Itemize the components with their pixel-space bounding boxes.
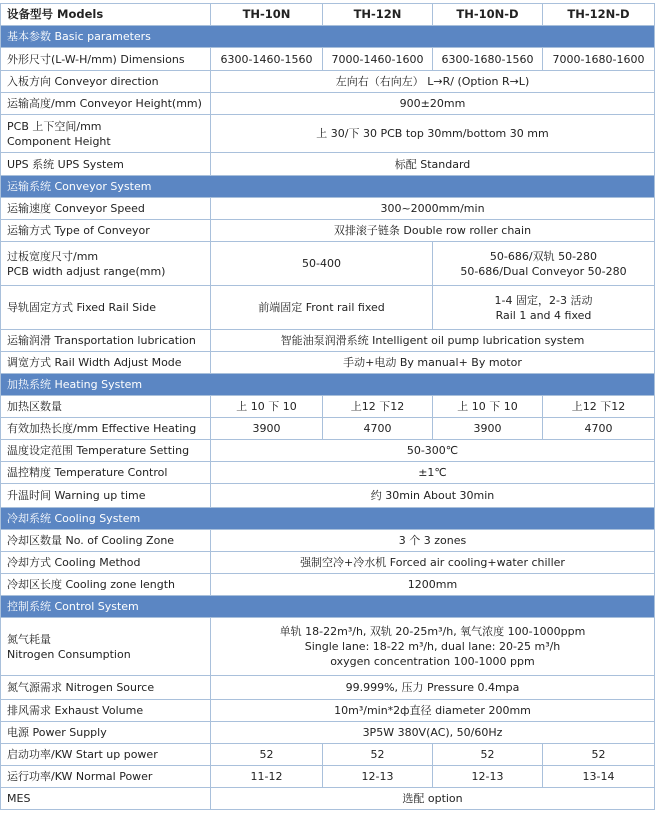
row-label: 运行功率/KW Normal Power (1, 766, 211, 788)
row-label: 外形尺寸(L-W-H/mm) Dimensions (1, 48, 211, 71)
row-value: 10m³/min*2ф直径 diameter 200mm (211, 700, 655, 722)
table-row (1, 530, 655, 552)
row-value: 标配 Standard (211, 153, 655, 176)
models-label: 设备型号 Models (1, 4, 211, 26)
table-row (1, 286, 655, 330)
row-value: 单轨 18-22m³/h, 双轨 20-25m³/h, 氧气浓度 100-1000ppm Single lane: 18-22 m³/h, dual lane: 20-25 m³/h oxygen concentration 100-1000 ppm (211, 618, 655, 676)
row-value: 300~2000mm/min (211, 198, 655, 220)
row-value: 上 10 下 10 (211, 396, 323, 418)
row-label: 运输高度/mm Conveyor Height(mm) (1, 93, 211, 115)
row-label: 冷却区长度 Cooling zone length (1, 574, 211, 596)
row-value: 900±20mm (211, 93, 655, 115)
row-label: MES (1, 788, 211, 810)
model-name: TH-12N (323, 4, 433, 26)
row-value: 选配 option (211, 788, 655, 810)
row-label: 温度设定范围 Temperature Setting (1, 440, 211, 462)
model-name: TH-10N-D (433, 4, 543, 26)
section-row (1, 508, 655, 530)
row-value: 52 (433, 744, 543, 766)
row-value: 50-686/双轨 50-280 50-686/Dual Conveyor 50-280 (433, 242, 655, 286)
row-value: 52 (543, 744, 655, 766)
row-label: 运输速度 Conveyor Speed (1, 198, 211, 220)
row-value: 4700 (323, 418, 433, 440)
section-row (1, 26, 655, 48)
section-title-cooling: 冷却系统 Cooling System (1, 508, 655, 530)
row-value: 3P5W 380V(AC), 50/60Hz (211, 722, 655, 744)
section-row (1, 176, 655, 198)
row-value: 3900 (211, 418, 323, 440)
table-row (1, 574, 655, 596)
table-row (1, 352, 655, 374)
row-value: 11-12 (211, 766, 323, 788)
table-row (1, 93, 655, 115)
table-row (1, 48, 655, 71)
table-row (1, 766, 655, 788)
table-row (1, 330, 655, 352)
row-label: 电源 Power Supply (1, 722, 211, 744)
model-name: TH-12N-D (543, 4, 655, 26)
row-value: 12-13 (323, 766, 433, 788)
row-label: 氮气源需求 Nitrogen Source (1, 676, 211, 700)
table-row (1, 418, 655, 440)
table-row (1, 744, 655, 766)
table-row (1, 396, 655, 418)
row-value: 强制空冷+冷水机 Forced air cooling+water chiller (211, 552, 655, 574)
row-value: 智能油泵润滑系统 Intelligent oil pump lubrication system (211, 330, 655, 352)
row-value: 99.999%, 压力 Pressure 0.4mpa (211, 676, 655, 700)
spec-table (0, 3, 655, 810)
row-label: 温控精度 Temperature Control (1, 462, 211, 484)
row-label: 冷却区数量 No. of Cooling Zone (1, 530, 211, 552)
row-label: 排风需求 Exhaust Volume (1, 700, 211, 722)
table-row (1, 788, 655, 810)
row-label: 运输方式 Type of Conveyor (1, 220, 211, 242)
section-title-conveyor: 运输系统 Conveyor System (1, 176, 655, 198)
row-value: 上 10 下 10 (433, 396, 543, 418)
row-value: 手动+电动 By manual+ By motor (211, 352, 655, 374)
table-row (1, 462, 655, 484)
row-value: 7000-1680-1600 (543, 48, 655, 71)
row-value: 7000-1460-1600 (323, 48, 433, 71)
row-value: 52 (323, 744, 433, 766)
header-row (1, 4, 655, 26)
table-row (1, 676, 655, 700)
table-row (1, 71, 655, 93)
table-row (1, 552, 655, 574)
row-label: 入板方向 Conveyor direction (1, 71, 211, 93)
model-name: TH-10N (211, 4, 323, 26)
row-value: 3 个 3 zones (211, 530, 655, 552)
row-value: 12-13 (433, 766, 543, 788)
table-row (1, 618, 655, 676)
section-title-heating: 加热系统 Heating System (1, 374, 655, 396)
row-value: 1-4 固定，2-3 活动 Rail 1 and 4 fixed (433, 286, 655, 330)
row-value: 13-14 (543, 766, 655, 788)
row-value: 50-300℃ (211, 440, 655, 462)
row-value: 前端固定 Front rail fixed (211, 286, 433, 330)
row-value: 上12 下12 (543, 396, 655, 418)
row-value: 6300-1460-1560 (211, 48, 323, 71)
table-row (1, 440, 655, 462)
section-title-basic: 基本参数 Basic parameters (1, 26, 655, 48)
table-row (1, 242, 655, 286)
row-value: 4700 (543, 418, 655, 440)
row-value: 1200mm (211, 574, 655, 596)
row-label: 氮气耗量 Nitrogen Consumption (1, 618, 211, 676)
row-value: 上12 下12 (323, 396, 433, 418)
row-value: 50-400 (211, 242, 433, 286)
row-value: 3900 (433, 418, 543, 440)
table-row (1, 700, 655, 722)
table-row (1, 198, 655, 220)
section-row (1, 374, 655, 396)
row-value: 双排滚子链条 Double row roller chain (211, 220, 655, 242)
row-label: 过板宽度尺寸/mm PCB width adjust range(mm) (1, 242, 211, 286)
row-label: 加热区数量 (1, 396, 211, 418)
section-title-control: 控制系统 Control System (1, 596, 655, 618)
row-label: 冷却方式 Cooling Method (1, 552, 211, 574)
row-value: 左向右（右向左） L→R/ (Option R→L) (211, 71, 655, 93)
row-value: 上 30/下 30 PCB top 30mm/bottom 30 mm (211, 115, 655, 153)
table-row (1, 115, 655, 153)
table-row (1, 220, 655, 242)
row-label: PCB 上下空间/mm Component Height (1, 115, 211, 153)
row-label: 调宽方式 Rail Width Adjust Mode (1, 352, 211, 374)
table-row (1, 484, 655, 508)
row-value: 约 30min About 30min (211, 484, 655, 508)
table-row (1, 153, 655, 176)
row-label: 启动功率/KW Start up power (1, 744, 211, 766)
table-row (1, 722, 655, 744)
row-value: ±1℃ (211, 462, 655, 484)
row-label: 运输润滑 Transportation lubrication (1, 330, 211, 352)
section-row (1, 596, 655, 618)
row-value: 6300-1680-1560 (433, 48, 543, 71)
row-label: 升温时间 Warning up time (1, 484, 211, 508)
row-value: 52 (211, 744, 323, 766)
row-label: 导轨固定方式 Fixed Rail Side (1, 286, 211, 330)
row-label: UPS 系统 UPS System (1, 153, 211, 176)
row-label: 有效加热长度/mm Effective Heating (1, 418, 211, 440)
